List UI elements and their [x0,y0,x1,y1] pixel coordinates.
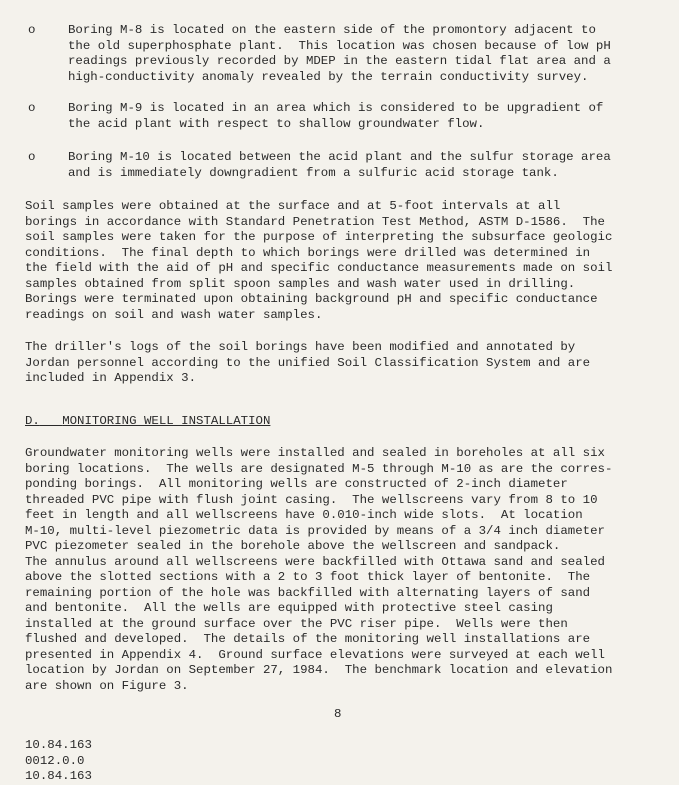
text-line: location by Jordan on September 27, 1984. The benchmark location and elevation [25,663,613,677]
text-line: high-conductivity anomaly revealed by the terrain conductivity survey. [68,69,589,84]
text-line: remaining portion of the hole was backfilled with alternating layers of sand [25,585,591,600]
text-line: Boring M-9 is located in an area which is considered to be upgradient of [68,101,604,115]
text-line: borings in accordance with Standard Penetration Test Method, ASTM D-1586. The [25,214,605,229]
text-line: feet in length and all wellscreens have 0.010-inch wide slots. At location [25,508,583,522]
text-line: PVC piezometer sealed in the borehole above the wellscreen and sandpack. [25,539,561,553]
text-line: and bentonite. All the wells are equipped with protective steel casing [25,601,553,615]
text-line: ponding borings. All monitoring wells are constructed of 2-inch diameter [25,477,568,491]
section-heading [25,414,270,430]
text-line: conditions. The final depth to which borings were drilled was determined in [25,245,591,260]
bullet-mark: o [28,23,36,37]
page-number: 8 [334,707,342,721]
text-line: flushed and developed. The details of the monitoring well installations are [25,632,591,646]
text-line: soil samples were taken for the purpose of interpreting the subsurface geologic [25,230,613,244]
paragraph-soil-samples [25,199,670,323]
section-letter: D. [25,414,40,428]
text-line: readings on soil and wash water samples. [25,307,323,322]
text-line: boring locations. The wells are designated M-5 through M-10 as are the corres- [25,461,613,476]
text-line: the acid plant with respect to shallow groundwater flow. [68,116,485,131]
doc-code: 10.84.163 [25,769,92,783]
doc-code: 0012.0.0 [25,753,85,768]
bullet-mark: o [28,150,36,164]
text-line: Jordan personnel according to the unified Soil Classification System and are [25,355,591,370]
text-line: are shown on Figure 3. [25,678,189,693]
text-line: Boring M-10 is located between the acid plant and the sulfur storage area [68,150,611,164]
text-line: Borings were terminated upon obtaining background pH and specific conductance [25,292,598,306]
text-line: included in Appendix 3. [25,371,197,385]
text-line: Soil samples were obtained at the surface and at 5-foot intervals at all [25,199,561,213]
text-line: installed at the ground surface over the PVC riser pipe. Wells were then [25,616,568,631]
text-line: threaded PVC pipe with flush joint casing. The wellscreens vary from 8 to 10 [25,492,598,507]
text-line: the field with the aid of pH and specific conductance measurements made on soil [25,261,613,275]
text-line: samples obtained from split spoon samples and wash water used in drilling. [25,276,576,291]
text-line: the old superphosphate plant. This location was chosen because of low pH [68,38,611,53]
paragraph-monitoring-wells [25,446,670,694]
text-line: The driller's logs of the soil borings have been modified and annotated by [25,340,576,354]
text-line: Groundwater monitoring wells were installed and sealed in boreholes at all six [25,446,605,460]
document-codes [25,738,92,785]
text-line: presented in Appendix 4. Ground surface elevations were surveyed at each well [25,647,605,662]
paragraph-driller-logs [25,340,670,387]
text-line: The annulus around all wellscreens were backfilled with Ottawa sand and sealed [25,554,605,569]
text-line: M-10, multi-level piezometric data is provided by means of a 3/4 inch diameter [25,523,605,538]
section-title: MONITORING WELL INSTALLATION [62,414,271,428]
text-line: readings previously recorded by MDEP in the eastern tidal flat area and a [68,54,611,68]
text-line: and is immediately downgradient from a sulfuric acid storage tank. [68,165,559,180]
text-line: Boring M-8 is located on the eastern side of the promontory adjacent to [68,23,596,37]
text-line: above the slotted sections with a 2 to 3 foot thick layer of bentonite. The [25,570,591,584]
bullet-mark: o [28,101,36,115]
doc-code: 10.84.163 [25,738,92,752]
